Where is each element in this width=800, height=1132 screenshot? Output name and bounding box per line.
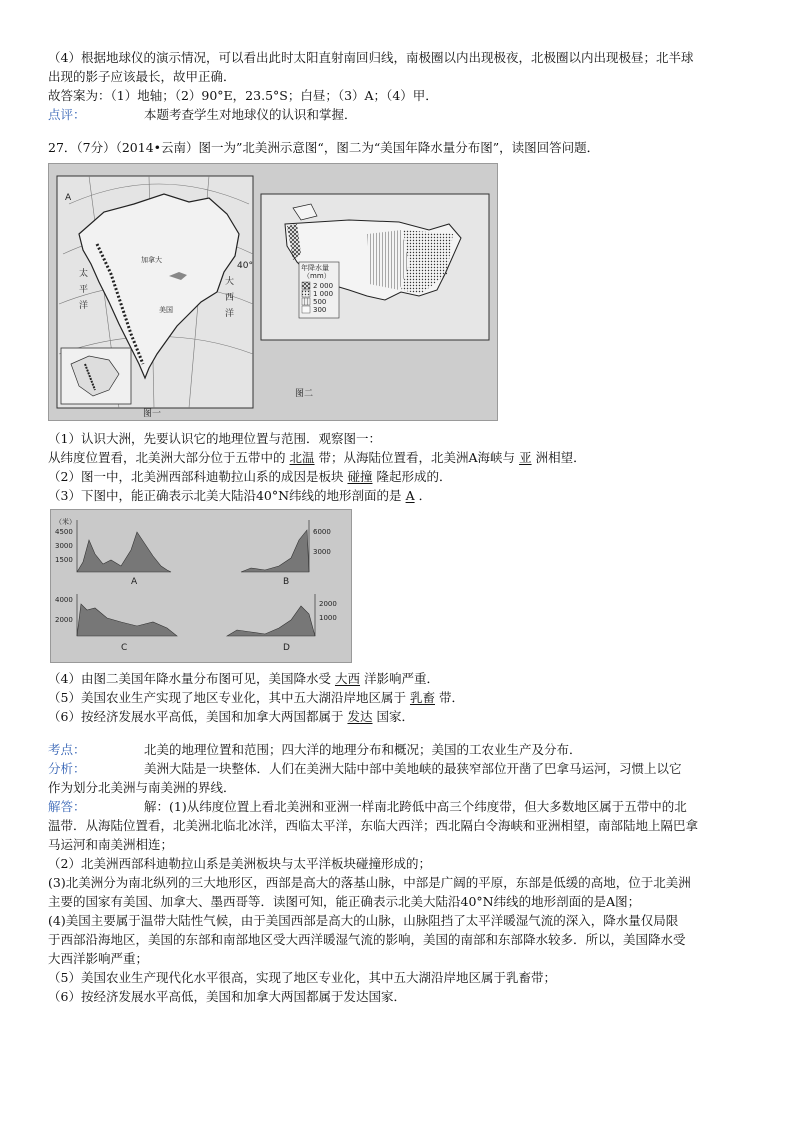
q4-text-a: （4）由图二美国年降水量分布图可见，美国降水受 [48,671,331,686]
answer-2: （2）北美洲西部科迪勒拉山系是美洲板块与太平洋板块碰撞形成的； [48,856,431,871]
q1-answer-line [48,448,756,467]
q3-text-a: （3）下图中，能正确表示北美大陆沿40°N纬线的地形剖面的是 [48,488,402,503]
map1-atlantic-2: 西 [225,293,235,303]
map1-canada: 加拿大 [141,256,162,264]
q5-text-a: （5）美国农业生产实现了地区专业化，其中五大湖沿岸地区属于 [48,690,406,705]
figure2-label: 图二 [295,389,314,399]
q1-intro: （1）认识大洲，先要认识它的地理位置与范围．观察图一： [48,431,381,446]
q4-line [48,669,756,688]
fenxi-label: 分析： [48,761,86,776]
profile-d-tick-1: 2000 [319,600,337,608]
answer-6: （6）按经济发展水平高低，美国和加拿大两国都属于发达国家． [48,989,406,1004]
answer-4-line1: (4)美国主要属于温带大陆性气候，由于美国西部是高大的山脉，山脉阻挡了太平洋暖湿气流的深入，降水量仅局限 [48,913,679,928]
q3-line [48,486,756,505]
q1-text-a: 从纬度位置看，北美洲大部分位于五带中的 [48,450,286,465]
profile-b-tick-2: 3000 [313,548,331,556]
q6-text-a: （6）按经济发展水平高低，美国和加拿大两国都属于 [48,709,344,724]
profile-a-unit: （米） [55,518,76,526]
q1-answer-b: 亚 [519,450,532,465]
fenxi-line1 [48,759,756,778]
map1-pacific-1: 太 [79,269,89,279]
jieda-label: 解答： [48,799,86,814]
q5-line [48,688,756,707]
profile-a-tick-1: 4500 [55,528,73,536]
profile-d-name: D [283,643,290,653]
kaodian-label: 考点： [48,742,86,757]
prev-answer-line2: 出现的影子应该最长，故甲正确． [48,69,236,84]
q5-answer: 乳畜 [409,690,435,705]
profile-b-tick-1: 6000 [313,528,331,536]
map1-atlantic-1: 大 [225,277,235,287]
answer-3-line1: (3)北美洲分为南北纵列的三大地形区，西部是高大的落基山脉，中部是广阔的平原，东部是低缓的高地，位于北美洲 [48,875,691,890]
jieda-line1 [48,797,756,816]
kaodian-text: 北美的地理位置和范围；四大洋的地理分布和概况；美国的工农业生产及分布． [144,742,582,757]
q6-text-b: 国家． [376,709,414,724]
profile-d-tick-2: 1000 [319,614,337,622]
profile-c-tick-1: 4000 [55,596,73,604]
legend-value-4: 300 [313,306,327,314]
q3-text-b: ． [418,488,432,503]
map1-atlantic-3: 洋 [225,309,235,319]
fenxi-text-1: 美洲大陆是一块整体．人们在美洲大陆中部中美地峡的最狭窄部位开凿了巴拿马运河，习惯上以它 [144,761,682,776]
answer-4-line3: 大西洋影响严重； [48,951,149,966]
map1-latitude: 40° [237,261,253,271]
figure-maps [48,163,498,421]
q6-line [48,707,756,726]
figure-row [48,161,756,423]
answer-3-line2: 主要的国家有美国、加拿大、墨西哥等．读图可知，能正确表示北美大陆沿40°N纬线的地形剖面的是A图； [48,894,641,909]
jieda-text-1: 解：(1)从纬度位置上看北美洲和亚洲一样南北跨低中高三个纬度带，但大多数地区属于五带中的北 [144,799,687,814]
terrain-profiles-figure [50,509,352,663]
q6-answer: 发达 [347,709,373,724]
kaodian-line [48,740,756,759]
profiles-svg [51,510,351,662]
legend-value-1: 2 000 [313,282,334,290]
q2-answer: 碰撞 [347,469,373,484]
legend-title: 年降水量 [301,264,329,272]
answer-4-line2: 于西部沿海地区，美国的东部和南部地区受大西洋暖湿气流的影响，美国的南部和东部降水较多．所以，美国降水受 [48,932,686,947]
map1-label-a: A [65,193,72,203]
legend-value-3: 500 [313,298,327,306]
q5-text-b: 带． [438,690,464,705]
profile-a-tick-3: 1500 [55,556,73,564]
profile-a-name: A [131,577,138,587]
legend-value-2: 1 000 [313,290,334,298]
map1-pacific-2: 平 [79,285,89,295]
figure1-label: 图一 [143,409,162,419]
map1-pacific-3: 洋 [79,301,89,311]
profile-c-name: C [121,643,128,653]
profile-a-tick-2: 3000 [55,542,73,550]
q1-answer-a: 北温 [289,450,315,465]
q1-text-b: 带；从海陆位置看，北美洲A海峡与 [318,450,516,465]
q1-text-c: 洲相望． [535,450,586,465]
legend-unit: （mm） [303,272,331,280]
document-page [48,48,756,1006]
profile-b-name: B [283,577,290,587]
map1-usa: 美国 [159,306,173,314]
map-figure-svg [49,164,497,420]
q3-answer: A [405,488,415,503]
q2-text-b: 隆起形成的． [376,469,452,484]
profile-c-tick-2: 2000 [55,616,73,624]
comment-text: 本题考查学生对地球仪的认识和掌握． [144,107,357,122]
question-header: 27．（7分）（2014•云南）图一为”北美洲示意图“，图二为“美国年降水量分布图”，读图回答问题． [48,140,600,155]
comment-label: 点评： [48,107,86,122]
prev-comment [48,105,756,124]
prev-answer-line3: 故答案为：（1）地轴；（2）90°E，23.5°S；白昼；（3）A；（4）甲． [48,88,438,103]
prev-answer-line1: （4）根据地球仪的演示情况，可以看出此时太阳直射南回归线，南极圈以内出现极夜，北极圈以内出现极昼；北半球 [48,50,694,65]
jieda-line3: 马运河和南美洲相连； [48,837,174,852]
answer-5: （5）美国农业生产现代化水平很高，实现了地区专业化，其中五大湖沿岸地区属于乳畜带； [48,970,556,985]
fenxi-line2: 作为划分北美洲与南美洲的界线． [48,780,236,795]
q2-line [48,467,756,486]
jieda-line2: 温带．从海陆位置看，北美洲北临北冰洋，西临太平洋，东临大西洋；西北隔白令海峡和亚洲相望，南部陆地上隔巴拿 [48,818,699,833]
q4-answer: 大西 [334,671,360,686]
q2-text-a: （2）图一中，北美洲西部科迪勒拉山系的成因是板块 [48,469,344,484]
q4-text-b: 洋影响严重． [363,671,439,686]
